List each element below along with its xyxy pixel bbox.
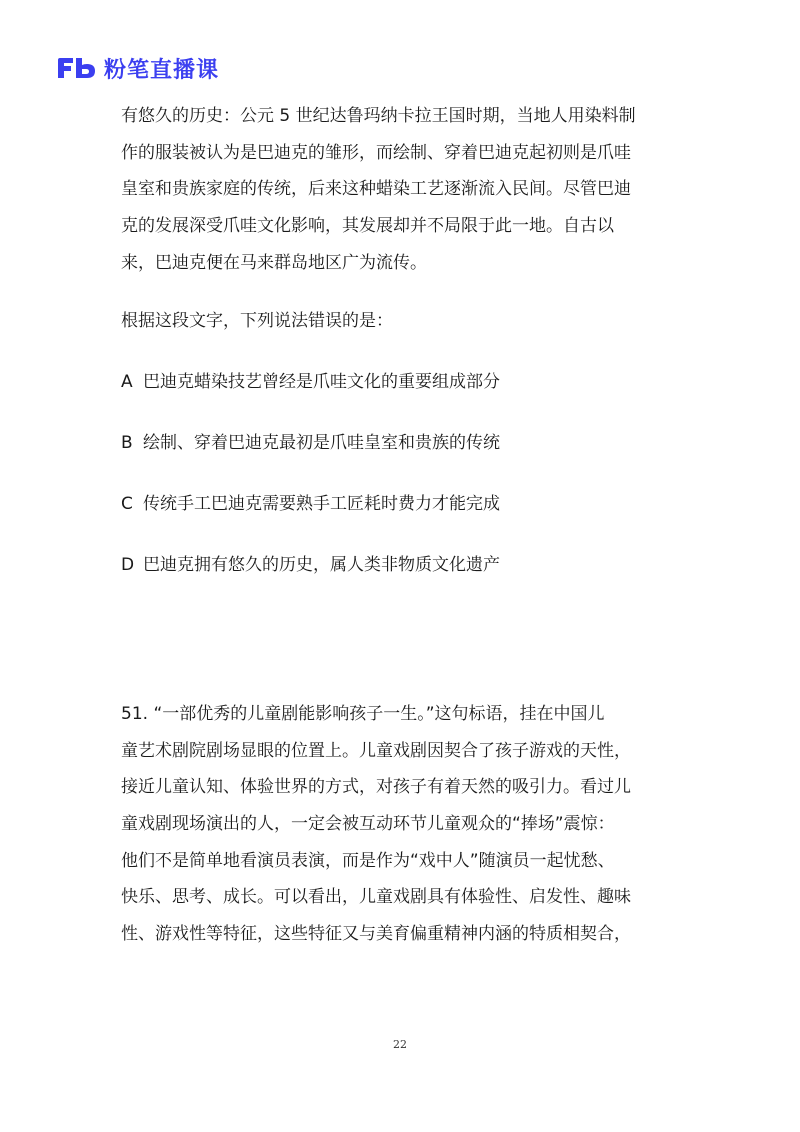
passage-line: 接近儿童认知、体验世界的方式，对孩子有着天然的吸引力。看过儿 [121, 777, 631, 798]
option-a [121, 364, 681, 400]
question-51-passage [121, 696, 681, 953]
brand-name: 粉笔直播课 [104, 57, 220, 83]
passage-line: 他们不是简单地看演员表演，而是作为“戏中人”随演员一起忧愁、 [121, 850, 615, 871]
option-d [121, 547, 681, 583]
option-letter: B [121, 433, 133, 454]
option-letter: D [121, 555, 135, 576]
option-letter: C [121, 494, 133, 515]
question-prompt: 根据这段文字，下列说法错误的是： [121, 311, 393, 332]
passage-line: 克的发展深受爪哇文化影响，其发展却并不局限于此一地。自古以 [121, 216, 614, 237]
passage-line: 性、游戏性等特征，这些特征又与美育偏重精神内涵的特质相契合， [121, 924, 631, 945]
option-text: 巴迪克蜡染技艺曾经是爪哇文化的重要组成部分 [143, 372, 500, 393]
passage-line: 童艺术剧院剧场显眼的位置上。儿童戏剧因契合了孩子游戏的天性， [121, 740, 631, 761]
passage-line: 童戏剧现场演出的人，一定会被互动环节儿童观众的“捧场”震惊： [121, 814, 615, 835]
passage-line: 快乐、思考、成长。可以看出，儿童戏剧具有体验性、启发性、趣味 [121, 887, 631, 908]
passage-line: 作的服装被认为是巴迪克的雏形，而绘制、穿着巴迪克起初则是爪哇 [121, 142, 631, 163]
option-text: 传统手工巴迪克需要熟手工匠耗时费力才能完成 [143, 494, 500, 515]
option-b [121, 425, 681, 461]
passage-line: 51. “一部优秀的儿童剧能影响孩子一生。”这句标语，挂在中国儿 [121, 704, 605, 724]
main-content [121, 98, 681, 583]
passage-line: 有悠久的历史：公元 5 世纪达鲁玛纳卡拉王国时期，当地人用染料制 [121, 106, 636, 126]
header [56, 52, 219, 84]
passage-continued [121, 98, 681, 281]
option-text: 绘制、穿着巴迪克最初是爪哇皇室和贵族的传统 [143, 433, 500, 454]
option-letter: A [121, 372, 133, 393]
fenbi-logo-icon [56, 56, 98, 80]
page-number: 22 [393, 1038, 407, 1051]
option-text: 巴迪克拥有悠久的历史，属人类非物质文化遗产 [143, 555, 500, 576]
passage-line: 皇室和贵族家庭的传统，后来这种蜡染工艺逐渐流入民间。尽管巴迪 [121, 179, 631, 200]
option-c [121, 486, 681, 522]
passage-line: 来，巴迪克便在马来群岛地区广为流传。 [121, 252, 427, 273]
